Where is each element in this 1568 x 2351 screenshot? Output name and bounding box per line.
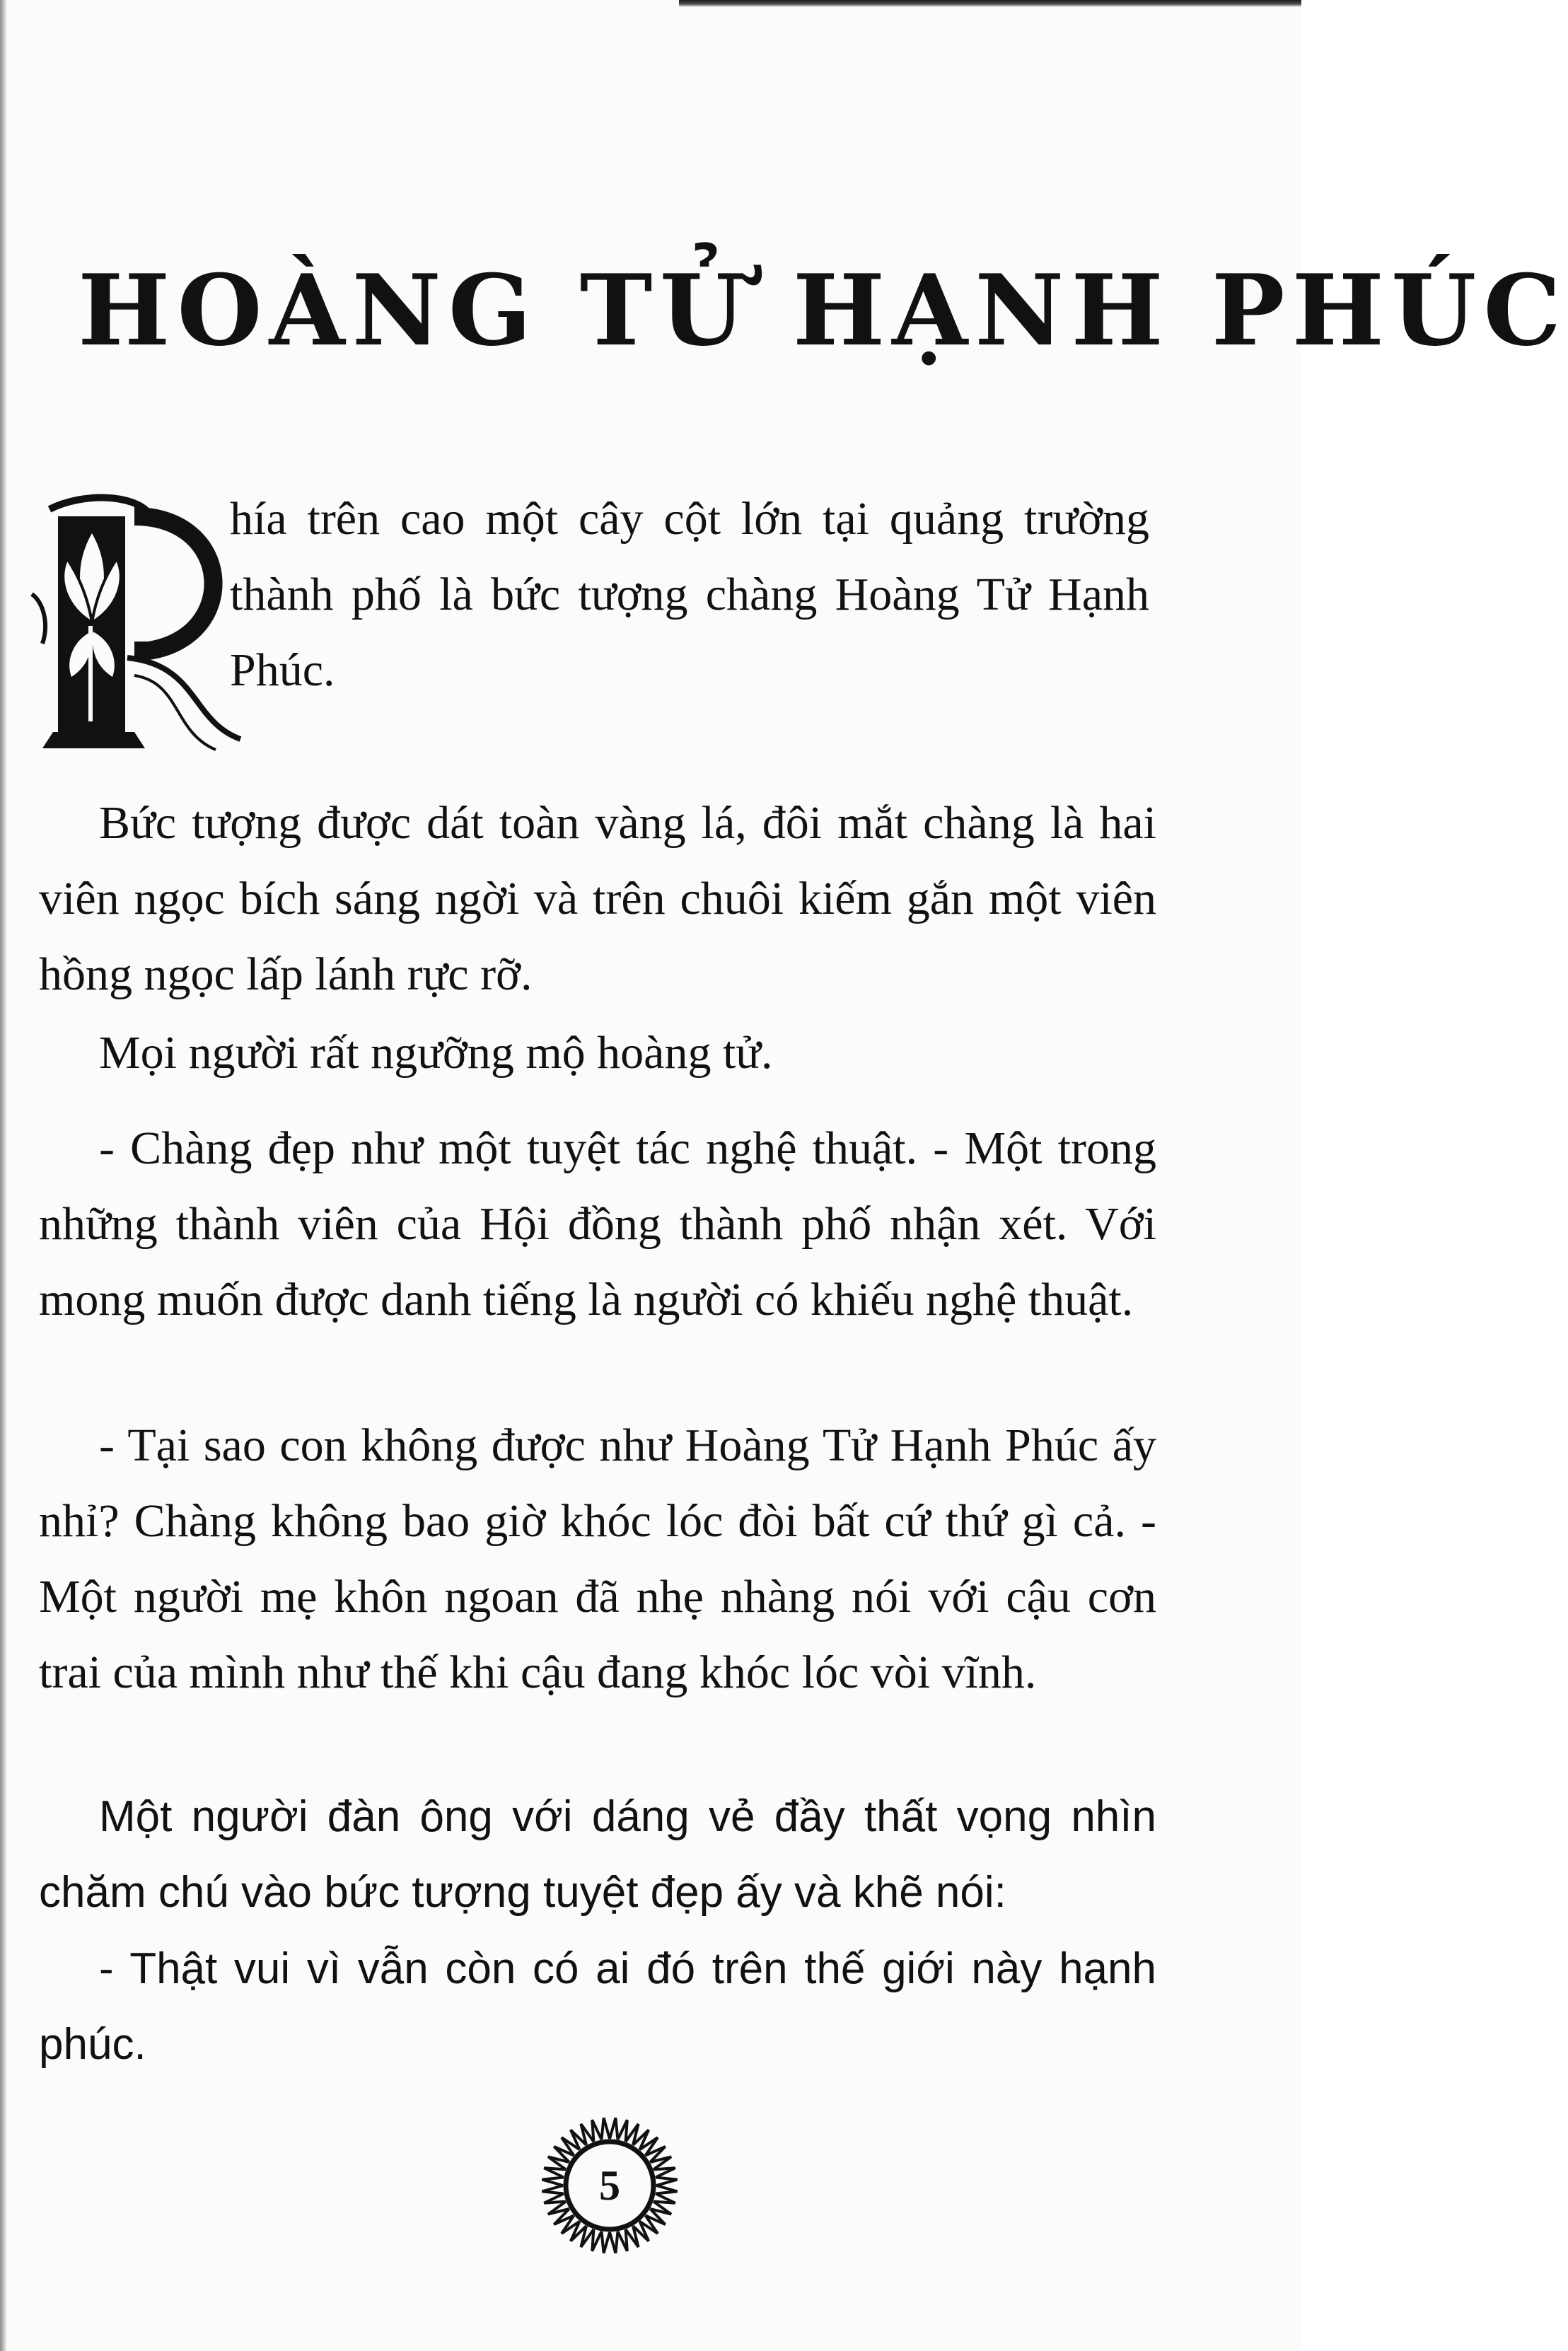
paragraph-3: Mọi người rất ngưỡng mộ hoàng tử. [99,1027,773,1079]
page-title: HOÀNG TỬ HẠNH PHÚC [78,252,1568,368]
scan-edge-top [679,0,1301,7]
page-number-badge [539,2115,680,2256]
paragraph-2: Bức tượng được dát toàn vàng lá, đôi mắt chàng là hai viên ngọc bích sáng ngời và trên chuôi kiếm gắn một viên hồng ngọc lấp lánh rực rỡ. [39,797,1156,1000]
paragraph-5: - Tại sao con không được như Hoàng Tử Hạnh Phúc ấy nhỉ? Chàng không bao giờ khóc lóc đòi bất cứ thứ gì cả. - Một người mẹ khôn ngoan đã nhẹ nhàng nói với cậu cơn trai của mình như thế khi cậu đang khóc lóc vòi vĩnh. [39,1420,1156,1698]
paragraph-7: - Thật vui vì vẫn còn có ai đó trên thế giới này hạnh phúc. [39,1944,1156,2069]
paragraph-6: Một người đàn ông với dáng vẻ đầy thất vọng nhìn chăm chú vào bức tượng tuyệt đẹp ấy và khẽ nói: [39,1792,1156,1917]
paragraph-4: - Chàng đẹp như một tuyệt tác nghệ thuật. - Một trong những thành viên của Hội đồng thành phố nhận xét. Với mong muốn được danh tiếng là người có khiếu nghệ thuật. [39,1122,1156,1325]
scan-edge-left [0,0,7,2351]
dropcap-ornament [28,488,240,764]
page-number: 5 [599,2162,620,2209]
paragraph-1: hía trên cao một cây cột lớn tại quảng trường thành phố là bức tượng chàng Hoàng Tử Hạnh Phúc. [230,493,1149,696]
